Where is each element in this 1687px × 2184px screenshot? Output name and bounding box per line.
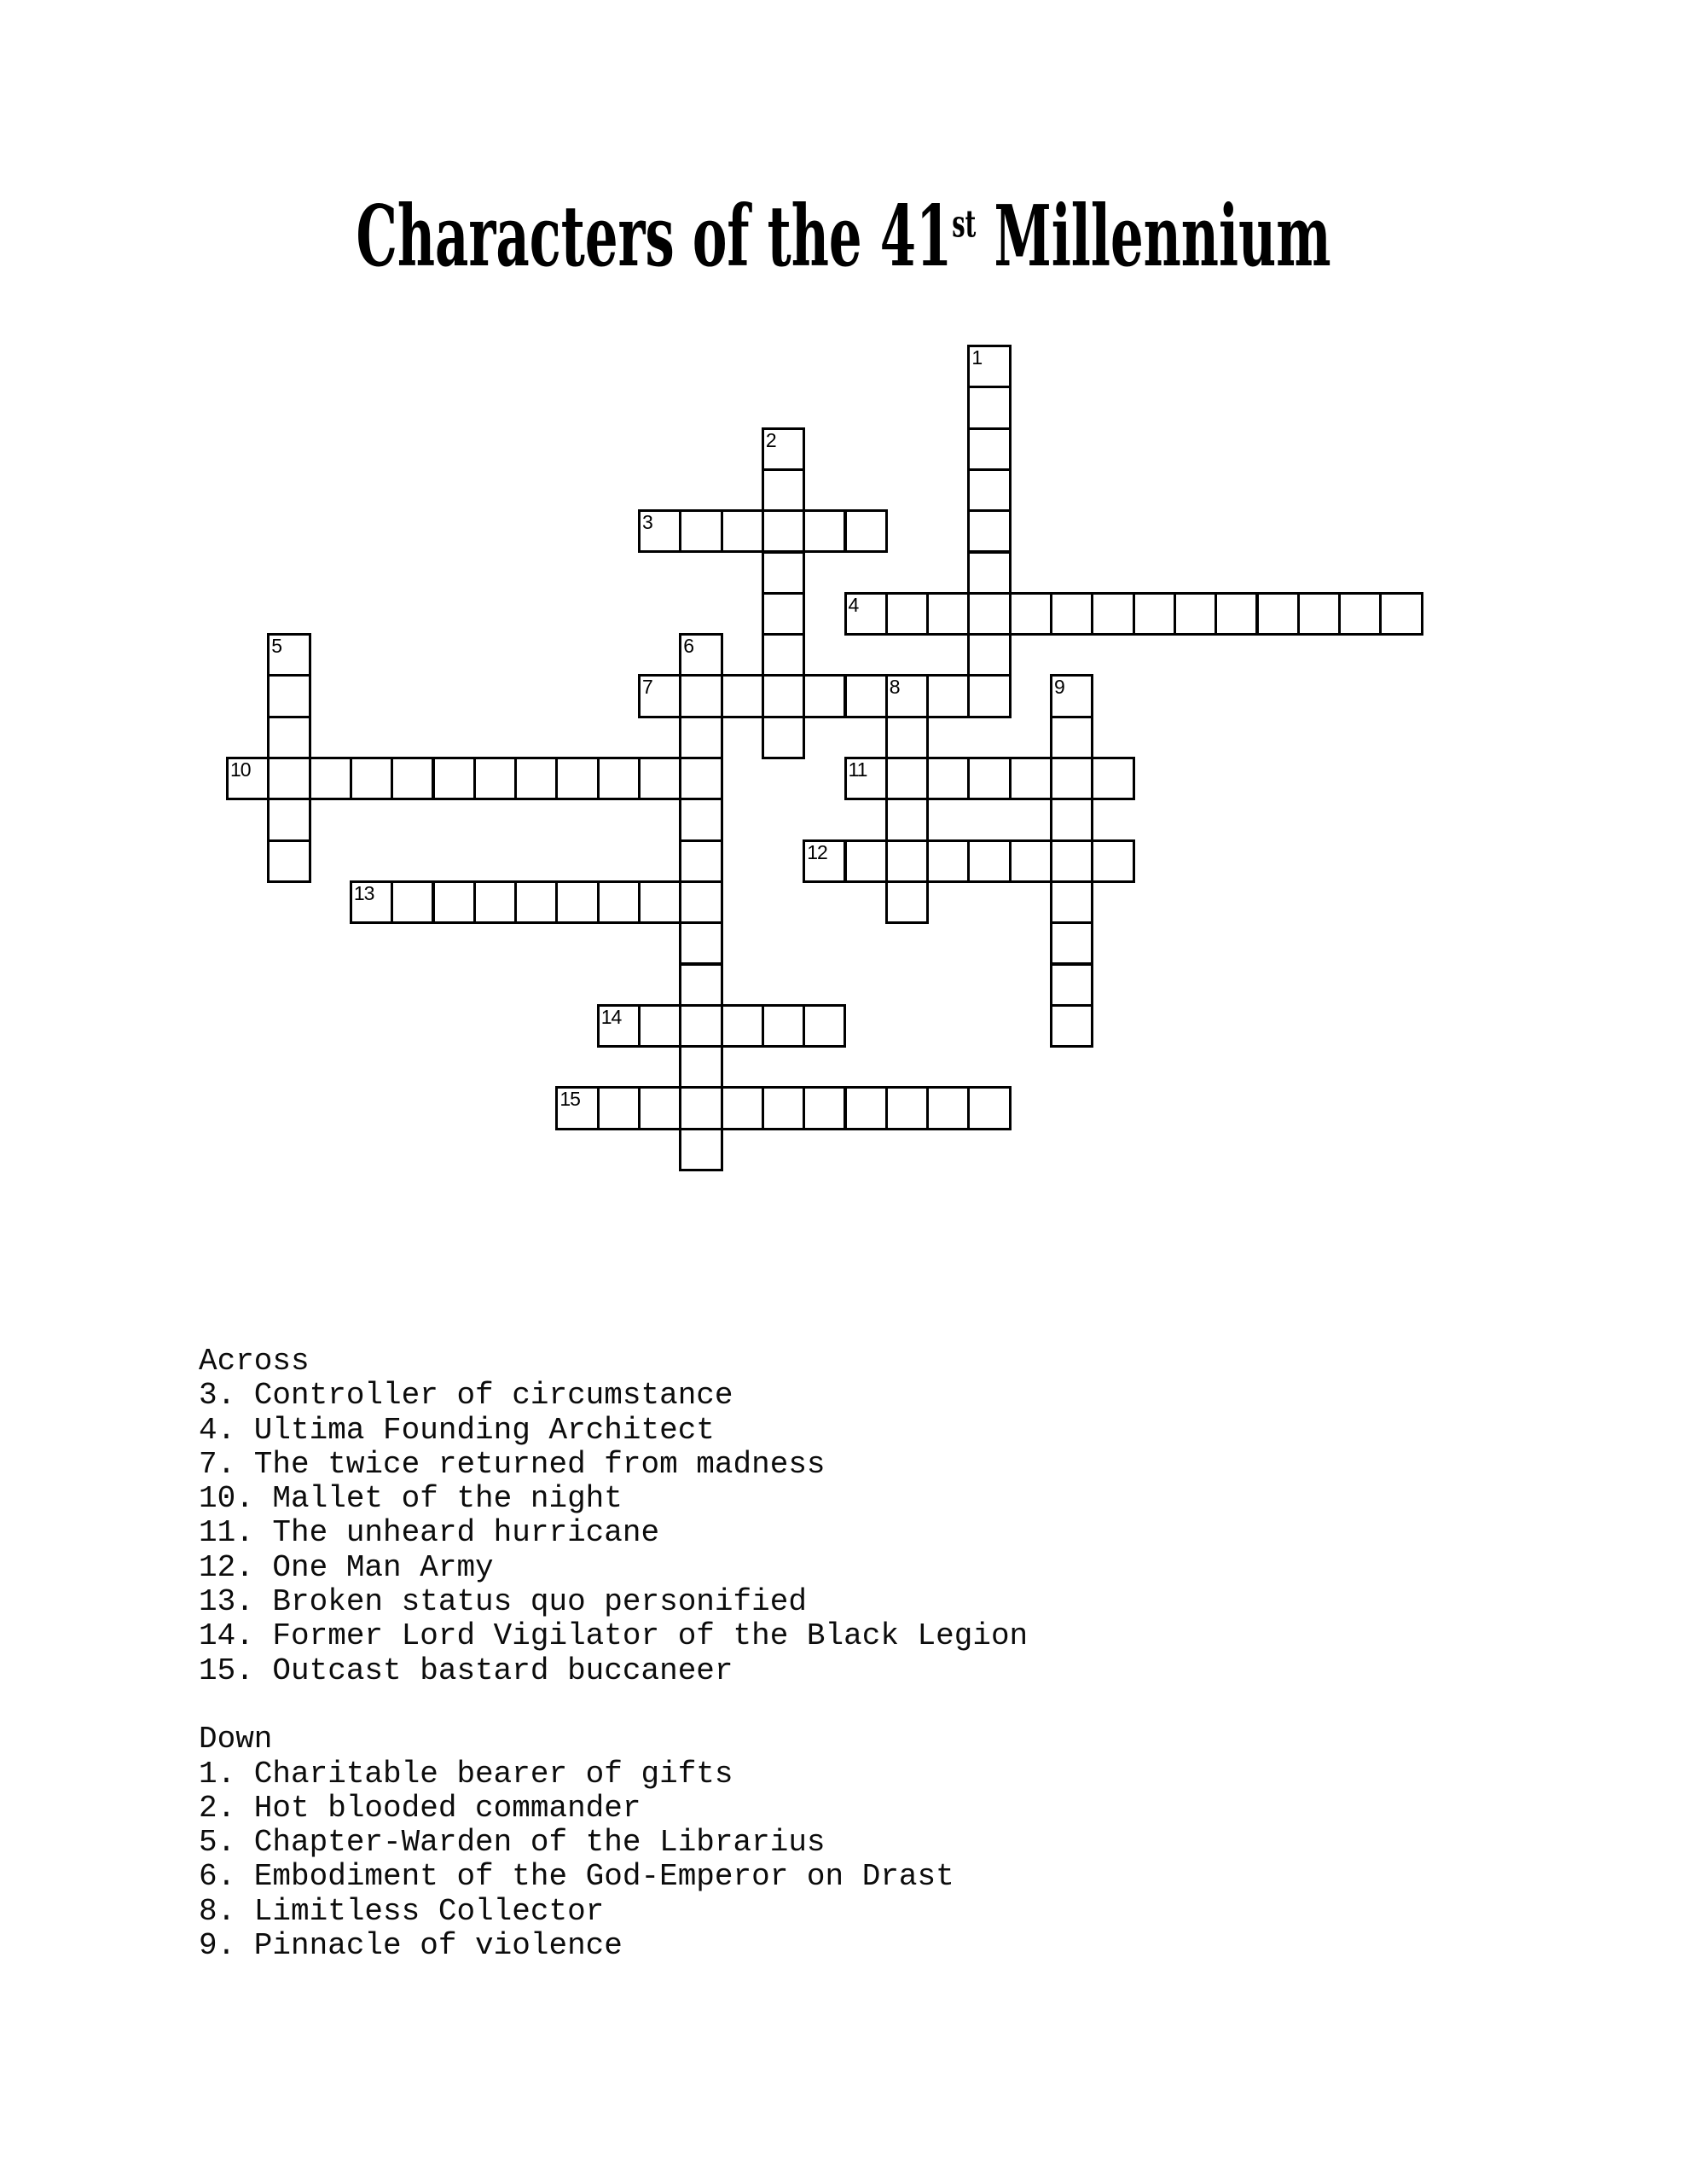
title-text-suffix: Millennium xyxy=(976,188,1331,286)
grid-cell xyxy=(267,798,310,841)
clue-across-12: 12. One Man Army xyxy=(199,1549,494,1585)
grid-cell xyxy=(844,839,888,883)
grid-cell xyxy=(679,1086,722,1130)
grid-cell xyxy=(1050,757,1093,800)
grid-cell xyxy=(1091,839,1134,883)
grid-cell xyxy=(967,592,1011,636)
cell-number-12: 12 xyxy=(807,840,827,863)
grid-cell xyxy=(679,674,722,717)
grid-cell xyxy=(1009,839,1052,883)
grid-cell xyxy=(762,468,805,512)
grid-cell xyxy=(926,592,970,636)
grid-cell xyxy=(679,757,722,800)
cell-number-1: 1 xyxy=(971,346,983,369)
grid-cell xyxy=(597,880,641,924)
grid-cell xyxy=(967,757,1011,800)
grid-cell xyxy=(1050,880,1093,924)
grid-cell xyxy=(967,509,1011,553)
across-clue-list xyxy=(199,1379,1028,1688)
grid-cell xyxy=(885,757,929,800)
grid-cell xyxy=(885,716,929,759)
grid-cell xyxy=(1050,1004,1093,1048)
grid-cell xyxy=(679,880,722,924)
grid-cell xyxy=(555,757,599,800)
clue-across-10: 10. Mallet of the night xyxy=(199,1481,623,1517)
grid-cell xyxy=(309,757,352,800)
grid-cell xyxy=(267,757,310,800)
grid-cell xyxy=(679,1045,722,1089)
grid-cell xyxy=(1050,798,1093,841)
grid-cell xyxy=(1009,757,1052,800)
cell-number-10: 10 xyxy=(230,758,251,781)
grid-cell xyxy=(721,674,764,717)
grid-cell xyxy=(762,592,805,636)
grid-cell xyxy=(1256,592,1300,636)
cell-number-15: 15 xyxy=(559,1088,580,1111)
clue-down-1: 1. Charitable bearer of gifts xyxy=(199,1756,733,1792)
grid-cell xyxy=(1215,592,1258,636)
grid-cell xyxy=(679,798,722,841)
clue-across-15: 15. Outcast bastard buccaneer xyxy=(199,1653,733,1688)
grid-cell xyxy=(844,1086,888,1130)
grid-cell xyxy=(679,921,722,965)
clue-across-14: 14. Former Lord Vigilator of the Black Legion xyxy=(199,1618,1029,1654)
grid-cell xyxy=(967,674,1011,717)
grid-cell xyxy=(926,757,970,800)
grid-cell xyxy=(967,386,1011,429)
grid-cell xyxy=(597,1086,641,1130)
grid-cell xyxy=(967,468,1011,512)
grid-cell xyxy=(1050,716,1093,759)
grid-cell xyxy=(803,674,846,717)
grid-cell xyxy=(679,1004,722,1048)
clue-down-2: 2. Hot blooded commander xyxy=(199,1790,641,1826)
cell-number-11: 11 xyxy=(848,758,867,781)
grid-cell xyxy=(1133,592,1176,636)
grid-cell xyxy=(597,757,641,800)
grid-cell xyxy=(432,880,476,924)
grid-cell xyxy=(514,757,558,800)
grid-cell xyxy=(391,880,434,924)
grid-cell xyxy=(679,839,722,883)
cell-number-8: 8 xyxy=(889,676,900,699)
grid-cell xyxy=(638,757,681,800)
grid-cell xyxy=(1297,592,1341,636)
grid-cell xyxy=(762,1086,805,1130)
grid-cell xyxy=(473,880,517,924)
cell-number-14: 14 xyxy=(600,1005,622,1028)
grid-cell xyxy=(926,839,970,883)
title-ordinal: st xyxy=(952,202,977,247)
grid-cell xyxy=(762,674,805,717)
puzzle-title xyxy=(321,188,1366,286)
grid-cell xyxy=(1050,921,1093,965)
grid-cell xyxy=(885,880,929,924)
grid-cell xyxy=(762,716,805,759)
grid-cell xyxy=(679,963,722,1007)
grid-cell xyxy=(1091,592,1134,636)
grid-cell xyxy=(638,1086,681,1130)
cell-number-6: 6 xyxy=(683,635,694,658)
grid-cell xyxy=(885,839,929,883)
grid-cell xyxy=(1050,963,1093,1007)
grid-cell xyxy=(1091,757,1134,800)
grid-cell xyxy=(473,757,517,800)
down-header: Down xyxy=(199,1722,273,1757)
clue-down-5: 5. Chapter-Warden of the Librarius xyxy=(199,1825,826,1861)
cell-number-2: 2 xyxy=(765,428,776,451)
grid-cell xyxy=(762,633,805,677)
grid-cell xyxy=(762,509,805,553)
cell-number-13: 13 xyxy=(353,881,374,904)
grid-cell xyxy=(762,551,805,595)
grid-cell xyxy=(762,1004,805,1048)
clue-down-8: 8. Limitless Collector xyxy=(199,1893,605,1929)
clue-across-4: 4. Ultima Founding Architect xyxy=(199,1412,715,1448)
grid-cell xyxy=(1050,592,1093,636)
clue-across-11: 11. The unheard hurricane xyxy=(199,1515,660,1551)
grid-cell xyxy=(514,880,558,924)
grid-cell xyxy=(844,674,888,717)
grid-cell xyxy=(967,633,1011,677)
crossword-grid xyxy=(226,345,1423,1172)
grid-cell xyxy=(967,839,1011,883)
clue-across-13: 13. Broken status quo personified xyxy=(199,1584,807,1620)
cell-number-9: 9 xyxy=(1054,676,1064,699)
clue-down-9: 9. Pinnacle of violence xyxy=(199,1928,623,1964)
grid-cell xyxy=(721,1004,764,1048)
grid-cell xyxy=(1174,592,1217,636)
cell-number-7: 7 xyxy=(642,676,652,699)
grid-cell xyxy=(721,509,764,553)
clue-section xyxy=(199,1345,1028,1963)
grid-cell xyxy=(391,757,434,800)
grid-cell xyxy=(1050,839,1093,883)
grid-cell xyxy=(885,1086,929,1130)
grid-cell xyxy=(967,1086,1011,1130)
grid-cell xyxy=(555,880,599,924)
clue-across-7: 7. The twice returned from madness xyxy=(199,1446,826,1482)
grid-cell xyxy=(679,716,722,759)
cell-number-5: 5 xyxy=(271,635,282,658)
grid-cell xyxy=(803,1004,846,1048)
grid-cell xyxy=(926,674,970,717)
grid-cell xyxy=(967,427,1011,471)
grid-cell xyxy=(926,1086,970,1130)
grid-cell xyxy=(638,880,681,924)
grid-cell xyxy=(967,551,1011,595)
across-header: Across xyxy=(199,1344,310,1379)
grid-cell xyxy=(885,592,929,636)
grid-cell xyxy=(1009,592,1052,636)
grid-cell xyxy=(432,757,476,800)
grid-cell xyxy=(267,674,310,717)
down-clue-list xyxy=(199,1757,1028,1964)
grid-cell xyxy=(721,1086,764,1130)
grid-cell xyxy=(679,1128,722,1171)
grid-cell xyxy=(1379,592,1423,636)
grid-cell xyxy=(350,757,393,800)
clue-across-3: 3. Controller of circumstance xyxy=(199,1378,733,1414)
grid-cell xyxy=(638,1004,681,1048)
title-text-prefix: Characters of the 41 xyxy=(356,188,953,286)
grid-cell xyxy=(267,839,310,883)
grid-cell xyxy=(844,509,888,553)
grid-cell xyxy=(267,716,310,759)
cell-number-4: 4 xyxy=(848,593,859,616)
cell-number-3: 3 xyxy=(642,511,652,534)
grid-cell xyxy=(885,798,929,841)
grid-cell xyxy=(679,509,722,553)
grid-cell xyxy=(1338,592,1382,636)
grid-cell xyxy=(803,1086,846,1130)
clue-down-6: 6. Embodiment of the God-Emperor on Drast xyxy=(199,1859,954,1895)
grid-cell xyxy=(803,509,846,553)
